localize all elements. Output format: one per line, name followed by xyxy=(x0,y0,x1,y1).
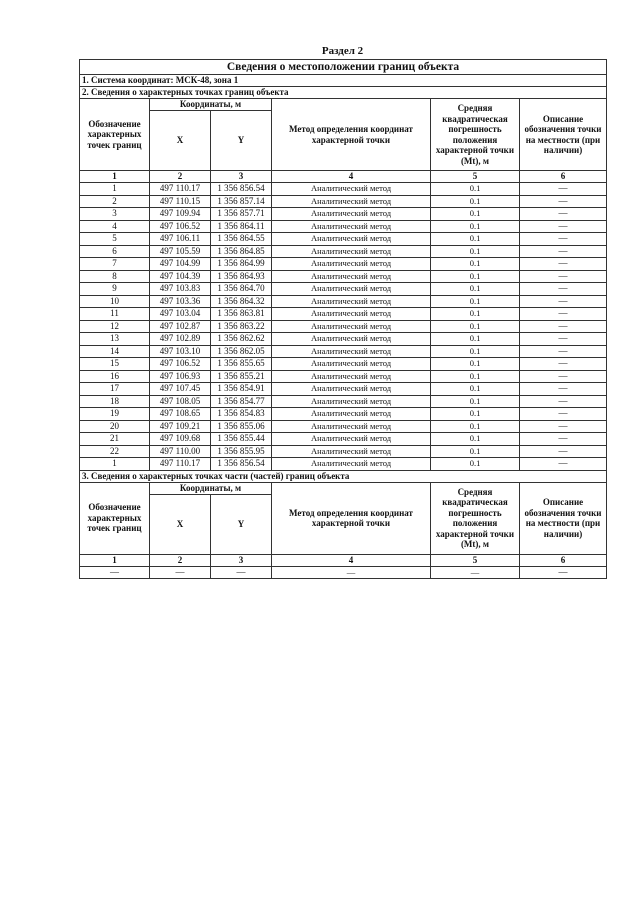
table-row xyxy=(80,433,607,446)
coord-x: 497 103.10 xyxy=(150,345,211,358)
coord-y: 1 356 854.83 xyxy=(211,408,272,421)
col-number: 4 xyxy=(272,554,431,566)
coord-y: 1 356 856.54 xyxy=(211,458,272,471)
header-x: X xyxy=(150,494,211,554)
method: Аналитический метод xyxy=(272,233,431,246)
description: — xyxy=(520,220,607,233)
header-point: Обозначение характерных точек границ xyxy=(80,99,150,171)
point-number: 15 xyxy=(80,358,150,371)
point-number: 9 xyxy=(80,283,150,296)
method: Аналитический метод xyxy=(272,333,431,346)
table-row xyxy=(80,566,607,579)
method: Аналитический метод xyxy=(272,320,431,333)
description: — xyxy=(520,333,607,346)
method: Аналитический метод xyxy=(272,395,431,408)
description: — xyxy=(520,458,607,471)
table-row xyxy=(80,195,607,208)
description: — xyxy=(520,383,607,396)
coord-y: 1 356 864.99 xyxy=(211,258,272,271)
header-desc: Описание обозначения точки на местности (при наличии) xyxy=(520,482,607,554)
method: Аналитический метод xyxy=(272,283,431,296)
mt: 0.1 xyxy=(431,295,520,308)
table-row xyxy=(80,258,607,271)
description: — xyxy=(520,233,607,246)
header-desc: Описание обозначения точки на местности (при наличии) xyxy=(520,99,607,171)
description: — xyxy=(520,295,607,308)
table-row xyxy=(80,208,607,221)
part2-label: 2. Сведения о характерных точках границ объекта xyxy=(80,87,607,99)
col-number: 1 xyxy=(80,554,150,566)
method: — xyxy=(272,566,431,579)
description: — xyxy=(520,566,607,579)
coord-x: 497 110.17 xyxy=(150,183,211,196)
table-row xyxy=(80,370,607,383)
mt: 0.1 xyxy=(431,308,520,321)
point-number: 13 xyxy=(80,333,150,346)
method: Аналитический метод xyxy=(272,308,431,321)
col-number: 2 xyxy=(150,171,211,183)
coord-x: 497 108.05 xyxy=(150,395,211,408)
mt: 0.1 xyxy=(431,458,520,471)
part3-rows xyxy=(80,566,607,579)
table-row xyxy=(80,358,607,371)
description: — xyxy=(520,433,607,446)
table-row xyxy=(80,458,607,471)
point-number: — xyxy=(80,566,150,579)
point-number: 11 xyxy=(80,308,150,321)
method: Аналитический метод xyxy=(272,270,431,283)
coord-x: 497 104.39 xyxy=(150,270,211,283)
method: Аналитический метод xyxy=(272,458,431,471)
mt: — xyxy=(431,566,520,579)
table-row xyxy=(80,395,607,408)
method: Аналитический метод xyxy=(272,445,431,458)
description: — xyxy=(520,345,607,358)
coord-y: 1 356 864.70 xyxy=(211,283,272,296)
method: Аналитический метод xyxy=(272,220,431,233)
mt: 0.1 xyxy=(431,383,520,396)
mt: 0.1 xyxy=(431,333,520,346)
coord-y: 1 356 864.32 xyxy=(211,295,272,308)
mt: 0.1 xyxy=(431,183,520,196)
description: — xyxy=(520,395,607,408)
table-row xyxy=(80,283,607,296)
coord-y: 1 356 855.65 xyxy=(211,358,272,371)
method: Аналитический метод xyxy=(272,420,431,433)
table-row xyxy=(80,408,607,421)
coord-x: 497 110.17 xyxy=(150,458,211,471)
table-row xyxy=(80,333,607,346)
mt: 0.1 xyxy=(431,270,520,283)
document-page xyxy=(79,44,606,579)
mt: 0.1 xyxy=(431,408,520,421)
coord-y: 1 356 854.77 xyxy=(211,395,272,408)
description: — xyxy=(520,283,607,296)
method: Аналитический метод xyxy=(272,358,431,371)
method: Аналитический метод xyxy=(272,258,431,271)
method: Аналитический метод xyxy=(272,195,431,208)
description: — xyxy=(520,195,607,208)
description: — xyxy=(520,420,607,433)
point-number: 18 xyxy=(80,395,150,408)
description: — xyxy=(520,408,607,421)
header-method: Метод определения координат характерной точки xyxy=(272,99,431,171)
method: Аналитический метод xyxy=(272,433,431,446)
coord-x: 497 102.89 xyxy=(150,333,211,346)
description: — xyxy=(520,245,607,258)
header-point: Обозначение характерных точек границ xyxy=(80,482,150,554)
boundary-table xyxy=(79,59,607,579)
description: — xyxy=(520,258,607,271)
point-number: 19 xyxy=(80,408,150,421)
header-mt: Средняя квадратическая погрешность положения характерной точки (Mt), м xyxy=(431,99,520,171)
coord-x: 497 106.52 xyxy=(150,358,211,371)
coord-x: 497 109.68 xyxy=(150,433,211,446)
coord-y: 1 356 864.55 xyxy=(211,233,272,246)
table-row xyxy=(80,233,607,246)
point-number: 3 xyxy=(80,208,150,221)
coord-x: 497 110.00 xyxy=(150,445,211,458)
col-number: 3 xyxy=(211,171,272,183)
coord-y: 1 356 863.81 xyxy=(211,308,272,321)
point-number: 5 xyxy=(80,233,150,246)
header-y: Y xyxy=(211,111,272,171)
table-row xyxy=(80,295,607,308)
method: Аналитический метод xyxy=(272,208,431,221)
point-number: 12 xyxy=(80,320,150,333)
coord-y: 1 356 864.93 xyxy=(211,270,272,283)
point-number: 22 xyxy=(80,445,150,458)
point-number: 6 xyxy=(80,245,150,258)
header-coords: Координаты, м xyxy=(150,482,272,494)
coord-x: 497 106.93 xyxy=(150,370,211,383)
coord-x: 497 103.83 xyxy=(150,283,211,296)
mt: 0.1 xyxy=(431,420,520,433)
table-row xyxy=(80,220,607,233)
mt: 0.1 xyxy=(431,283,520,296)
coord-x: — xyxy=(150,566,211,579)
mt: 0.1 xyxy=(431,370,520,383)
header-x: X xyxy=(150,111,211,171)
mt: 0.1 xyxy=(431,395,520,408)
coord-y: 1 356 856.54 xyxy=(211,183,272,196)
coord-x: 497 110.15 xyxy=(150,195,211,208)
coord-y: 1 356 862.05 xyxy=(211,345,272,358)
method: Аналитический метод xyxy=(272,370,431,383)
coord-y: 1 356 855.44 xyxy=(211,433,272,446)
part3-label: 3. Сведения о характерных точках части (частей) границ объекта xyxy=(80,470,607,482)
coord-y: 1 356 863.22 xyxy=(211,320,272,333)
mt: 0.1 xyxy=(431,358,520,371)
mt: 0.1 xyxy=(431,220,520,233)
method: Аналитический метод xyxy=(272,183,431,196)
col-number: 6 xyxy=(520,554,607,566)
point-number: 20 xyxy=(80,420,150,433)
coord-x: 497 106.52 xyxy=(150,220,211,233)
mt: 0.1 xyxy=(431,258,520,271)
coord-y: 1 356 855.06 xyxy=(211,420,272,433)
table-row xyxy=(80,345,607,358)
mt: 0.1 xyxy=(431,320,520,333)
section-title: Раздел 2 xyxy=(321,45,364,57)
coord-y: 1 356 857.71 xyxy=(211,208,272,221)
coord-y: 1 356 855.21 xyxy=(211,370,272,383)
col-number: 4 xyxy=(272,171,431,183)
header-method: Метод определения координат характерной точки xyxy=(272,482,431,554)
coord-y: 1 356 857.14 xyxy=(211,195,272,208)
col-number: 3 xyxy=(211,554,272,566)
description: — xyxy=(520,183,607,196)
coord-x: 497 103.36 xyxy=(150,295,211,308)
mt: 0.1 xyxy=(431,345,520,358)
point-number: 2 xyxy=(80,195,150,208)
col-number: 2 xyxy=(150,554,211,566)
coordinate-system-label: 1. Система координат: МСК-48, зона 1 xyxy=(80,75,607,87)
method: Аналитический метод xyxy=(272,345,431,358)
table-row xyxy=(80,320,607,333)
coord-y: 1 356 854.91 xyxy=(211,383,272,396)
coord-x: 497 102.87 xyxy=(150,320,211,333)
method: Аналитический метод xyxy=(272,295,431,308)
coord-x: 497 104.99 xyxy=(150,258,211,271)
point-number: 16 xyxy=(80,370,150,383)
description: — xyxy=(520,308,607,321)
coord-x: 497 103.04 xyxy=(150,308,211,321)
coord-y: 1 356 855.95 xyxy=(211,445,272,458)
col-number: 5 xyxy=(431,554,520,566)
part2-rows xyxy=(80,183,607,471)
method: Аналитический метод xyxy=(272,245,431,258)
description: — xyxy=(520,320,607,333)
coord-x: 497 108.65 xyxy=(150,408,211,421)
mt: 0.1 xyxy=(431,433,520,446)
header-y: Y xyxy=(211,494,272,554)
col-number: 6 xyxy=(520,171,607,183)
table-row xyxy=(80,445,607,458)
coord-x: 497 109.94 xyxy=(150,208,211,221)
coord-y: — xyxy=(211,566,272,579)
point-number: 21 xyxy=(80,433,150,446)
mt: 0.1 xyxy=(431,208,520,221)
description: — xyxy=(520,445,607,458)
table-row xyxy=(80,245,607,258)
table-row xyxy=(80,270,607,283)
description: — xyxy=(520,270,607,283)
table-row xyxy=(80,383,607,396)
point-number: 8 xyxy=(80,270,150,283)
header-coords: Координаты, м xyxy=(150,99,272,111)
coord-y: 1 356 864.11 xyxy=(211,220,272,233)
point-number: 17 xyxy=(80,383,150,396)
coord-x: 497 107.45 xyxy=(150,383,211,396)
coord-x: 497 106.11 xyxy=(150,233,211,246)
table-row xyxy=(80,308,607,321)
point-number: 14 xyxy=(80,345,150,358)
coord-x: 497 109.21 xyxy=(150,420,211,433)
method: Аналитический метод xyxy=(272,408,431,421)
mt: 0.1 xyxy=(431,445,520,458)
point-number: 4 xyxy=(80,220,150,233)
point-number: 1 xyxy=(80,458,150,471)
coord-x: 497 105.59 xyxy=(150,245,211,258)
point-number: 7 xyxy=(80,258,150,271)
doc-title: Сведения о местоположении границ объекта xyxy=(80,60,607,75)
mt: 0.1 xyxy=(431,245,520,258)
description: — xyxy=(520,208,607,221)
description: — xyxy=(520,358,607,371)
table-row xyxy=(80,183,607,196)
mt: 0.1 xyxy=(431,195,520,208)
point-number: 10 xyxy=(80,295,150,308)
method: Аналитический метод xyxy=(272,383,431,396)
header-mt: Средняя квадратическая погрешность положения характерной точки (Mt), м xyxy=(431,482,520,554)
coord-y: 1 356 864.85 xyxy=(211,245,272,258)
col-number: 1 xyxy=(80,171,150,183)
col-number: 5 xyxy=(431,171,520,183)
description: — xyxy=(520,370,607,383)
table-row xyxy=(80,420,607,433)
coord-y: 1 356 862.62 xyxy=(211,333,272,346)
point-number: 1 xyxy=(80,183,150,196)
mt: 0.1 xyxy=(431,233,520,246)
